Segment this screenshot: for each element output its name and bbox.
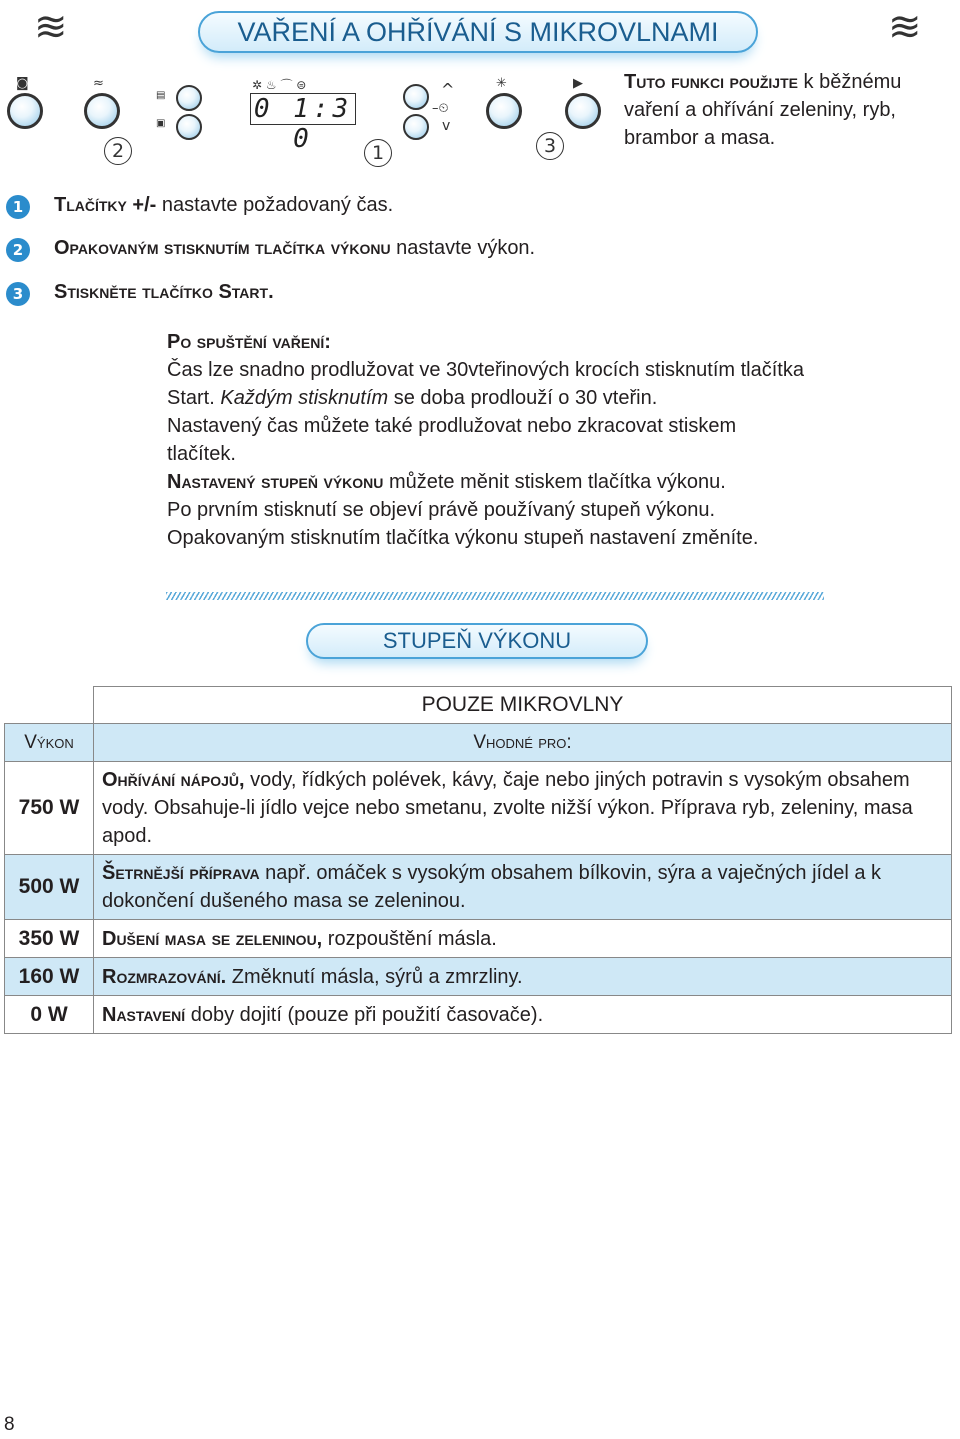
power-value: 500 W <box>5 855 94 920</box>
step-1-lead: Tlačítky +/- <box>54 194 157 216</box>
plus-arrow-icon: ^ <box>441 80 455 99</box>
step-2 <box>54 237 535 260</box>
callout-2: 2 <box>104 137 132 165</box>
table-row <box>5 855 952 920</box>
step-badge-2: 2 <box>6 238 30 262</box>
start-knob[interactable] <box>565 93 601 129</box>
table-row <box>5 762 952 855</box>
microwave-waves-icon: ≋ <box>888 4 922 50</box>
callout-3: 3 <box>536 132 564 160</box>
after-start-p5: Opakovaným stisknutím tlačítka výkonu stupeň nastavení změníte. <box>167 527 759 549</box>
microwave-waves-icon: ≋ <box>34 4 68 50</box>
power-use: Nastavení doby dojití (pouze při použití časovače). <box>94 996 952 1034</box>
step-badge-3: 3 <box>6 282 30 306</box>
col-header-power: Výkon <box>5 724 94 762</box>
time-display: 0 1:3 0 <box>250 93 356 125</box>
power-value: 160 W <box>5 958 94 996</box>
power-table <box>4 686 952 1034</box>
step-1-text: nastavte požadovaný čas. <box>156 194 394 216</box>
stop-knob[interactable] <box>7 93 43 129</box>
plus-knob[interactable] <box>403 84 429 110</box>
after-start-heading: Po spuštění vaření: <box>167 331 331 353</box>
minus-arrow-icon: v <box>442 118 451 134</box>
program-knob[interactable] <box>176 114 202 140</box>
stop-icon: ◙ <box>16 76 29 91</box>
step-badge-1: 1 <box>6 195 30 219</box>
auto-knob[interactable] <box>176 85 202 111</box>
intro-text <box>624 68 934 152</box>
timer-clock-icon: –⏲ <box>432 101 449 116</box>
jet-defrost-knob[interactable] <box>486 93 522 129</box>
table-row <box>5 958 952 996</box>
after-start-section <box>167 328 807 552</box>
page-number: 8 <box>4 1414 15 1435</box>
grill-icon: ≈ <box>93 76 104 91</box>
table-row <box>5 996 952 1034</box>
power-use: Šetrnější příprava např. omáček s vysokým obsahem bílkovin, sýra a vaječných jídel a k dokončení dušeného masa se zeleninou. <box>94 855 952 920</box>
minus-knob[interactable] <box>403 114 429 140</box>
step-2-lead: Opakovaným stisknutím tlačítka výkonu <box>54 237 391 259</box>
display-symbols-icon: ✲ ♨ ⌒ ⊜ <box>252 78 307 92</box>
page-title: VAŘENÍ A OHŘÍVÁNÍ S MIKROVLNAMI <box>198 11 758 53</box>
start-play-icon: ▶ <box>573 76 583 91</box>
col-header-use: Vhodné pro: <box>94 724 952 762</box>
divider <box>166 592 824 600</box>
intro-rest: k běžnému vaření a ohřívání zeleniny, ryb, brambor a masa. <box>624 71 902 149</box>
power-knob[interactable] <box>84 93 120 129</box>
intro-lead: Tuto funkci použijte <box>624 71 798 93</box>
power-use: Rozmrazování. Změknutí másla, sýrů a zmrzliny. <box>94 958 952 996</box>
program-icon: ▣ <box>156 118 166 129</box>
step-3-lead: Stiskněte tlačítko Start. <box>54 281 274 303</box>
table-title: POUZE MIKROVLNY <box>94 687 952 724</box>
after-start-p1: Čas lze snadno prodlužovat ve 30vteřinových krocích stisknutím tlačítka Start. Každým stisknutím se doba prodlouží o 30 vteřin. <box>167 359 804 409</box>
defrost-star-icon: ✳ <box>496 76 507 91</box>
after-start-p3: Nastavený stupeň výkonu můžete měnit stiskem tlačítka výkonu. <box>167 471 726 493</box>
after-start-p4: Po prvním stisknutí se objeví právě používaný stupeň výkonu. <box>167 499 716 521</box>
power-use: Ohřívání nápojů, vody, řídkých polévek, kávy, čaje nebo jiných potravin s vysokým obsahem vody. Obsahuje-li jídlo vejce nebo smetanu, zvolte nižší výkon. Příprava ryb, zeleniny, masa apod. <box>94 762 952 855</box>
power-use: Dušení masa se zeleninou, rozpouštění másla. <box>94 920 952 958</box>
step-1 <box>54 194 393 217</box>
after-start-p2: Nastavený čas můžete také prodlužovat nebo zkracovat stiskem tlačítek. <box>167 415 737 465</box>
step-2-text: nastavte výkon. <box>390 237 536 259</box>
power-value: 750 W <box>5 762 94 855</box>
table-row <box>5 920 952 958</box>
power-value: 350 W <box>5 920 94 958</box>
power-value: 0 W <box>5 996 94 1034</box>
auto-icon: ▤ <box>156 90 166 101</box>
power-section-title: STUPEŇ VÝKONU <box>306 623 648 659</box>
step-3 <box>54 281 274 304</box>
callout-1: 1 <box>364 139 392 167</box>
